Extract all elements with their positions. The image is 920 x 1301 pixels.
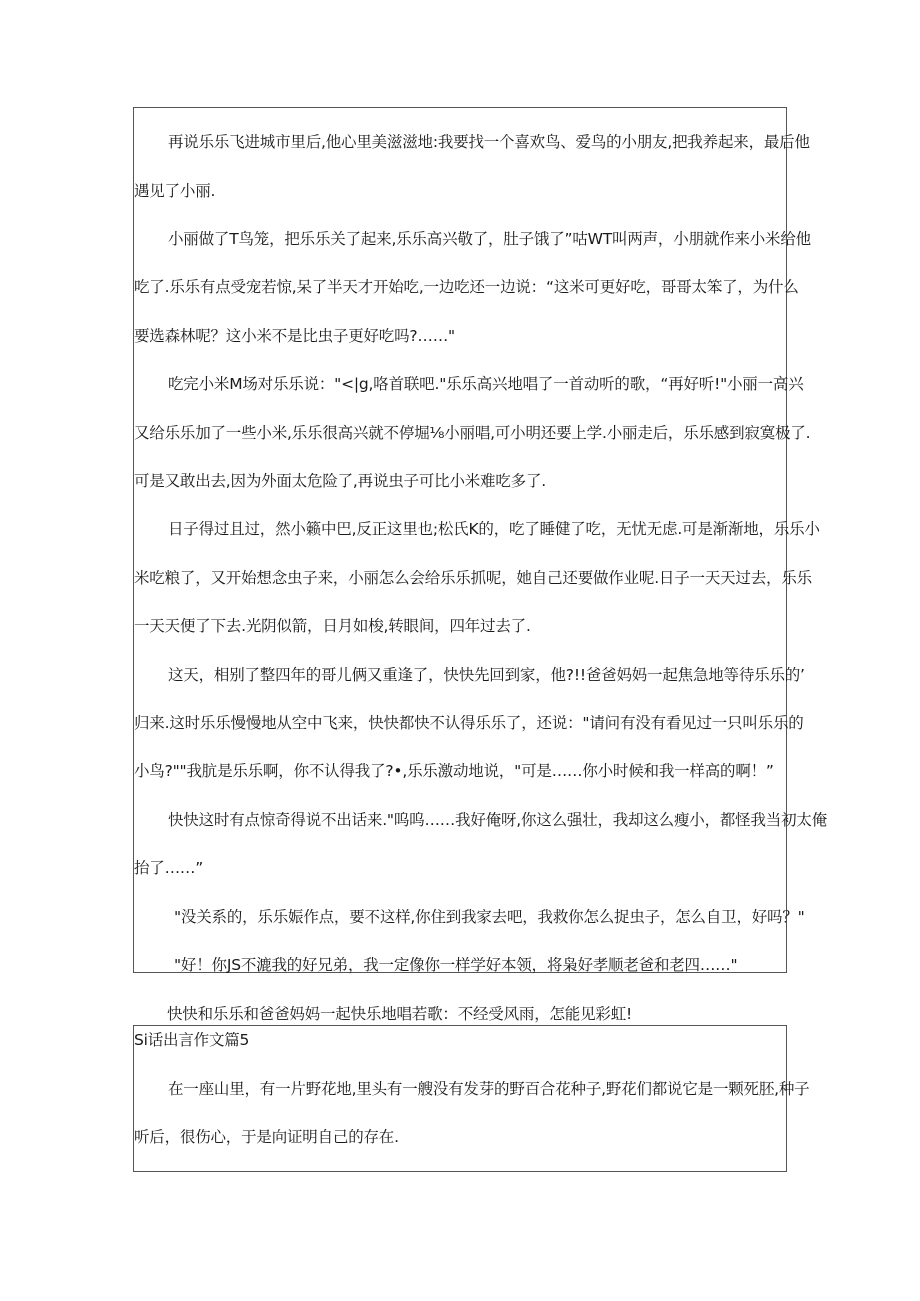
section-heading: Si话出言作文篇5 <box>134 1031 250 1049</box>
paragraph-line: 吃完小米M场对乐乐说："<|g,咯首联吧."乐乐高兴地唱了一首动听的歌，“再好听!"小丽一高兴 <box>168 375 804 393</box>
paragraph-line-outside: 快快和乐乐和爸爸妈妈一起快乐地唱若歌：不经受风雨，怎能见彩虹! <box>167 1005 633 1023</box>
paragraph-line: "好！你JS不漉我的好兄弟，我一定像你一样学好本领，将枭好孝顺老爸和老四……" <box>174 956 738 974</box>
paragraph-line: 又给乐乐加了一些小米,乐乐很高兴就不停堀⅛小丽唱,可小明还要上学.小丽走后，乐乐感到寂寞极了. <box>134 424 811 442</box>
paragraph-line: 吃了.乐乐有点受宠若惊,呆了半天才开始吃,一边吃还一边说：“这米可更好吃，哥哥太笨了，为什么 <box>134 278 799 296</box>
paragraph-line: 听后，很伤心，于是向证明自己的存在. <box>134 1128 399 1146</box>
paragraph-line: 一天天便了下去.光阴似箭，日月如梭,转眼间，四年过去了. <box>134 617 531 635</box>
paragraph-line: 再说乐乐飞进城市里后,他心里美滋滋地:我要找一个喜欢鸟、爱鸟的小朋友,把我养起来，最后他 <box>168 133 810 151</box>
paragraph-line: 遇见了小丽. <box>134 182 216 200</box>
story-text-box-1 <box>133 107 827 974</box>
paragraph-line: 日子得过且过，然小籁中巴,反正这里也;松氏K的，吃了睡健了吃，无忧无虑.可是渐渐地，乐乐小 <box>168 520 820 538</box>
paragraph-line: 米吃粮了，又开始想念虫子来，小丽怎么会给乐乐抓呢，她自己还要做作业呢.日子一天天过去，乐乐 <box>134 569 812 587</box>
paragraph-line: 归来.这时乐乐慢慢地从空中飞来，快快都快不认得乐乐了，还说："请问有没有看见过一只叫乐乐的 <box>134 714 804 732</box>
paragraph-line: 抬了……” <box>134 859 204 877</box>
story-text-box-2 <box>133 1025 810 1172</box>
paragraph-line: 小丽做了T鸟笼，把乐乐关了起来,乐乐高兴敬了，肚子饿了”咕WT叫两声，小朋就作来小米给他 <box>168 230 811 248</box>
paragraph-line: 在一座山里，有一片野花地,里头有一艘没有发芽的野百合花种子,野花们都说它是一颗死胚,种子 <box>168 1080 810 1098</box>
paragraph-line: "没关系的，乐乐娠作点，要不这样,你住到我家去吧，我救你怎么捉虫子，怎么自卫，好吗？" <box>174 908 805 926</box>
paragraph-line: 这天，相别了整四年的哥儿俩又重逢了，快快先回到家，他?!!爸爸妈妈一起焦急地等待乐乐的’ <box>168 666 805 684</box>
paragraph-line: 小鸟?""我肮是乐乐啊，你不认得我了?•,乐乐激动地说，"可是……你小时候和我一样高的啊！” <box>134 762 774 780</box>
paragraph-line: 快快这时有点惊奇得说不出话来."呜呜……我好俺呀,你这么强壮，我却这么瘦小，都怪我当初太俺 <box>168 811 827 829</box>
paragraph-line: 可是又敢出去,因为外面太危险了,再说虫子可比小米难吃多了. <box>134 472 546 490</box>
paragraph-line: 要选森林呢？这小米不是比虫子更好吃吗?……" <box>134 327 455 345</box>
